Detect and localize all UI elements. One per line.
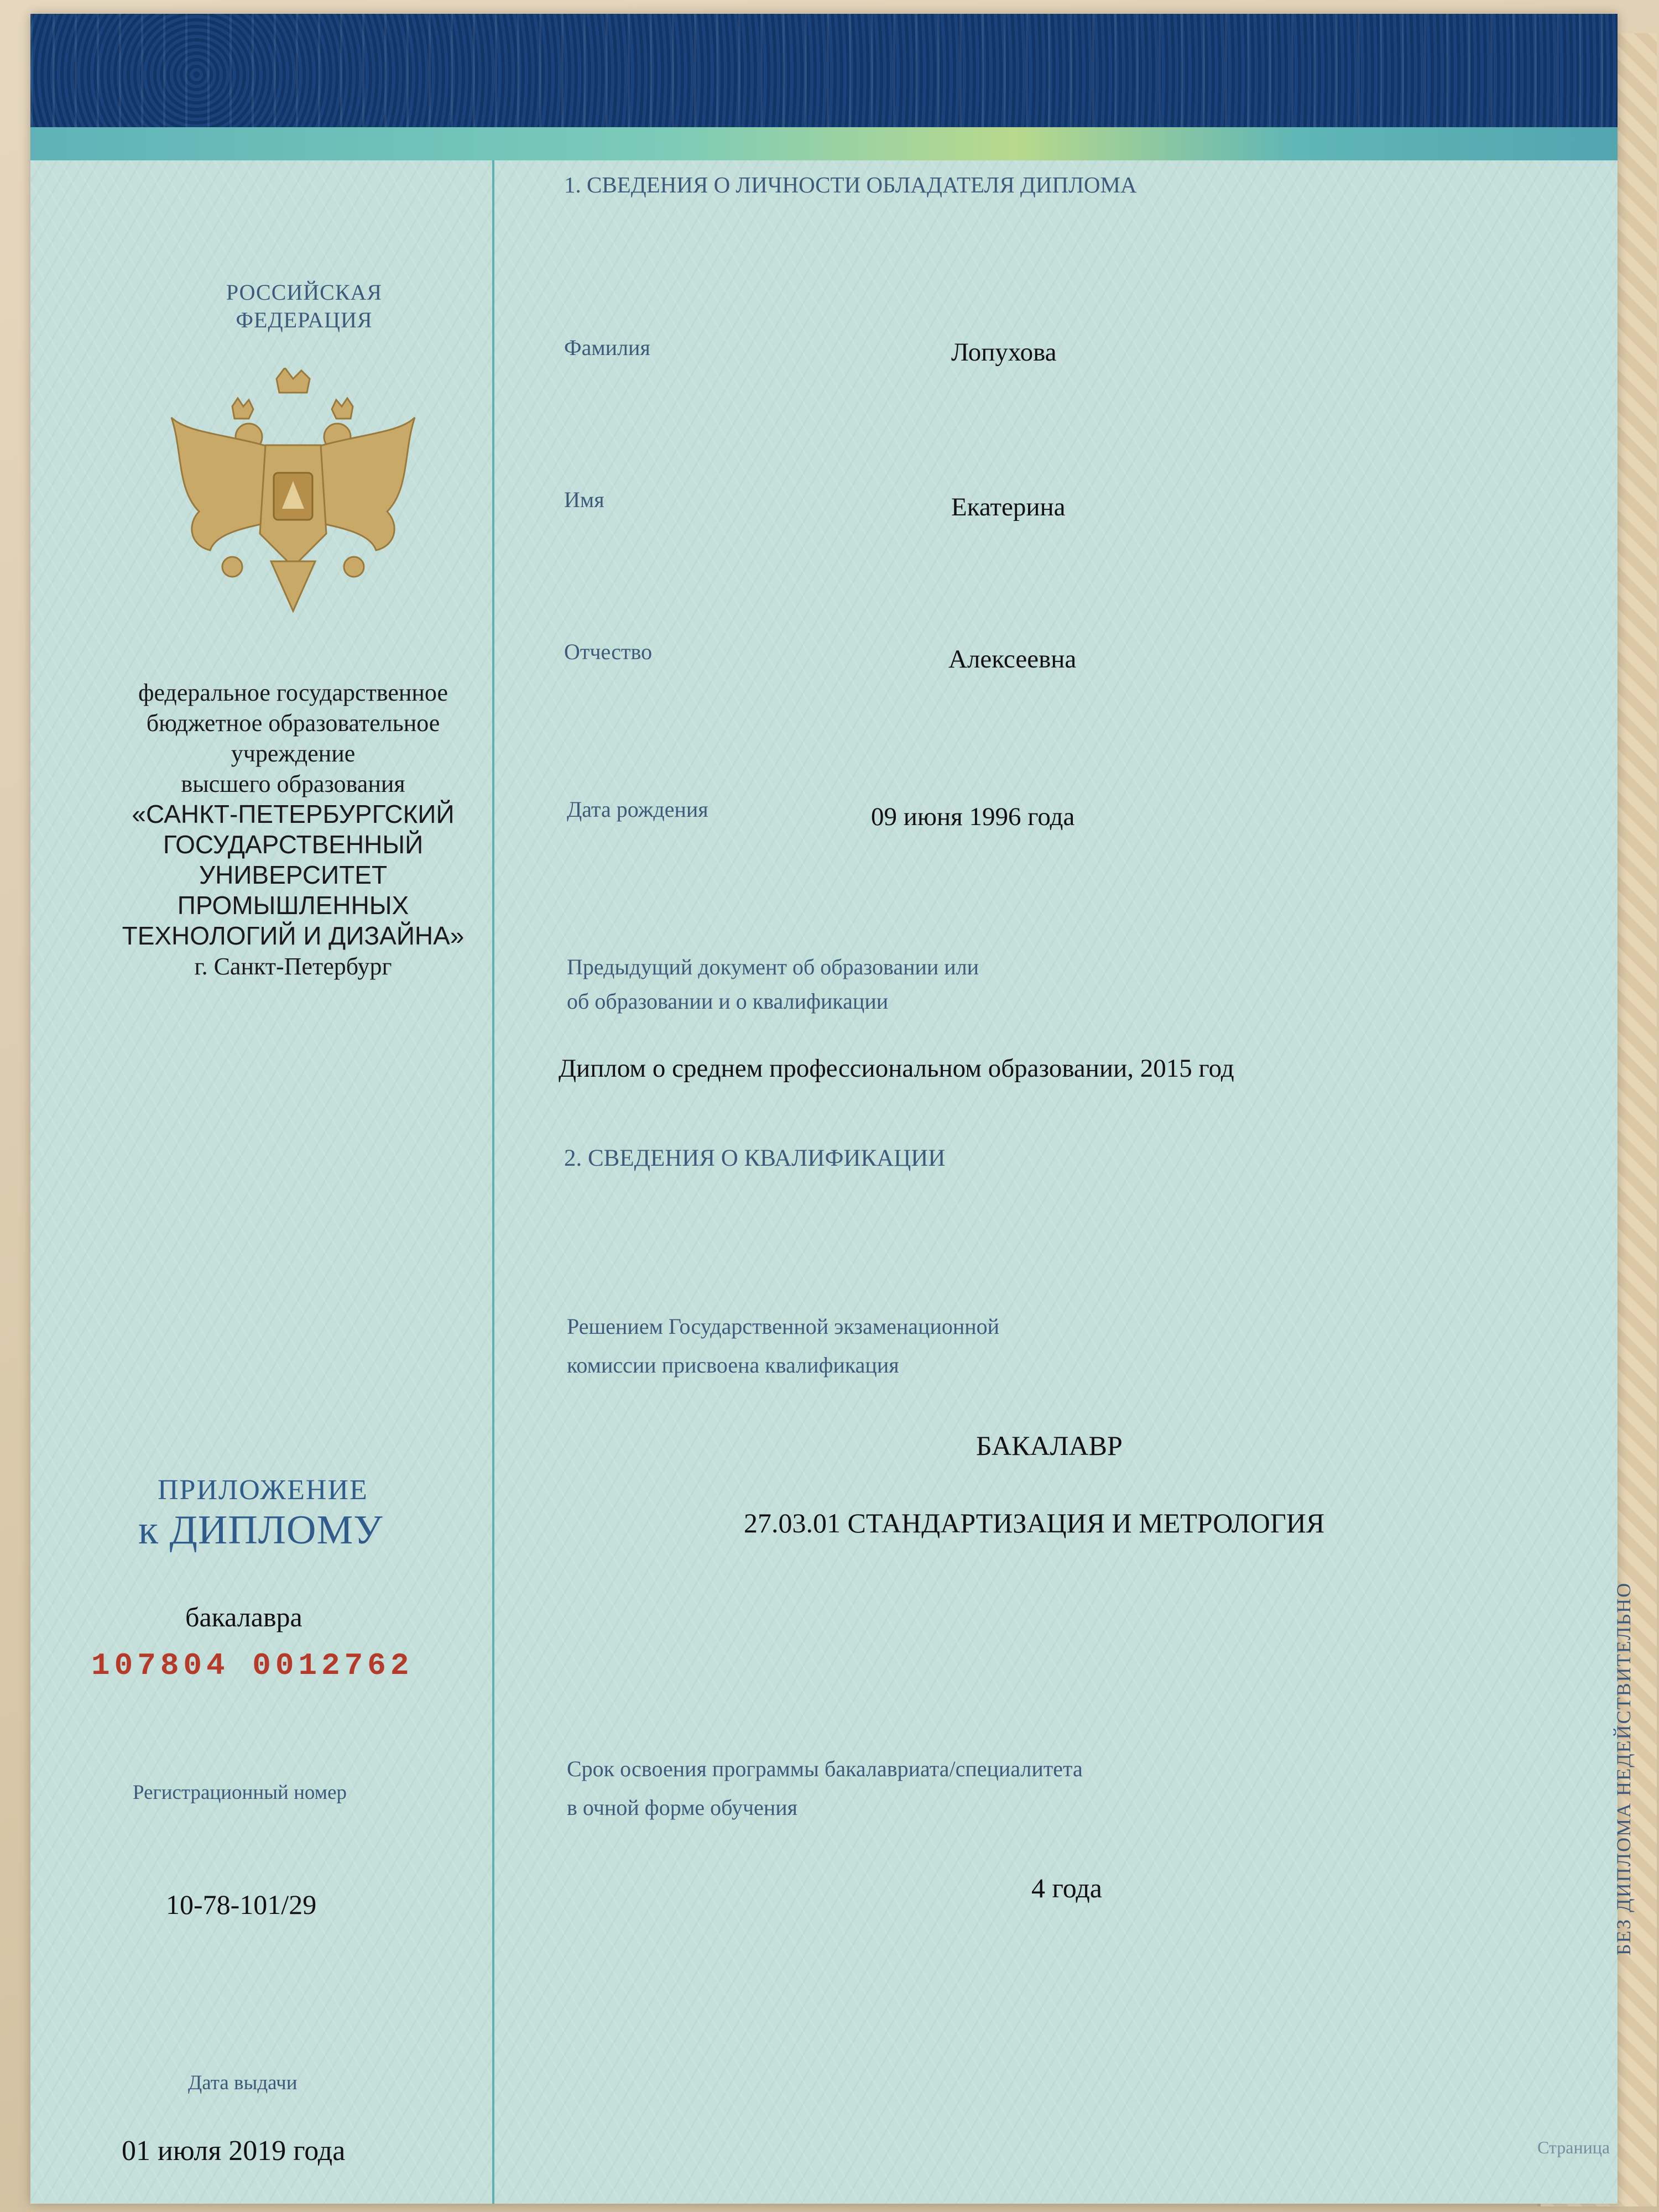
study-term-value: 4 года: [1031, 1872, 1102, 1903]
country-line-1: РОССИЙСКАЯ: [226, 280, 383, 305]
name-label: Имя: [564, 487, 604, 512]
organization-block: [83, 677, 503, 982]
org-line: бюджетное образовательное: [146, 709, 440, 737]
patronymic-value: Алексеевна: [948, 645, 1077, 674]
org-line: высшего образования: [181, 770, 405, 797]
org-city: г. Санкт-Петербург: [194, 953, 392, 980]
university-name-line: ПРОМЫШЛЕННЫХ: [177, 891, 409, 920]
org-line: федеральное государственное: [138, 679, 448, 706]
surname-value: Лопухова: [951, 338, 1057, 367]
surname-label: Фамилия: [564, 335, 650, 360]
name-value: Екатерина: [951, 493, 1066, 521]
validity-note: БЕЗ ДИПЛОМА НЕДЕЙСТВИТЕЛЬНО: [1613, 1582, 1635, 1955]
university-name-line: ТЕХНОЛОГИЙ И ДИЗАЙНА»: [122, 921, 465, 950]
coat-of-arms-icon: [166, 368, 420, 617]
section-1-title: 1. СВЕДЕНИЯ О ЛИЧНОСТИ ОБЛАДАТЕЛЯ ДИПЛОМА: [564, 172, 1137, 197]
university-name-line: «САНКТ-ПЕТЕРБУРГСКИЙ: [132, 800, 455, 828]
registration-number-label: Регистрационный номер: [133, 1781, 347, 1804]
commission-decision-label: комиссии присвоена квалификация: [567, 1353, 899, 1378]
study-term-label: Срок освоения программы бакалавриата/специалитета: [567, 1756, 1083, 1781]
birth-date-value: 09 июня 1996 года: [871, 802, 1075, 831]
diploma-appendix-sheet: [30, 14, 1618, 2204]
issue-date: 01 июля 2019 года: [122, 2135, 346, 2167]
qualification-value: БАКАЛАВР: [976, 1430, 1123, 1461]
patronymic-label: Отчество: [564, 639, 653, 664]
commission-decision-label: Решением Государственной экзаменационной: [567, 1314, 1000, 1339]
section-2-title: 2. СВЕДЕНИЯ О КВАЛИФИКАЦИИ: [564, 1145, 946, 1171]
previous-document-label: Предыдущий документ об образовании или: [567, 954, 979, 979]
birth-date-label: Дата рождения: [567, 797, 708, 822]
color-stripe: [30, 127, 1618, 160]
degree-label: бакалавра: [185, 1601, 302, 1632]
university-name-line: ГОСУДАРСТВЕННЫЙ: [163, 830, 424, 859]
column-divider: [492, 160, 494, 2204]
previous-document-label: об образовании и о квалификации: [567, 989, 889, 1014]
study-term-label: в очной форме обучения: [567, 1795, 798, 1820]
appendix-title: ПРИЛОЖЕНИЕ: [158, 1474, 368, 1506]
specialty-value: 27.03.01 СТАНДАРТИЗАЦИЯ И МЕТРОЛОГИЯ: [744, 1507, 1325, 1538]
country-line-2: ФЕДЕРАЦИЯ: [236, 307, 373, 332]
registration-number: 10-78-101/29: [166, 1889, 317, 1920]
org-line: учреждение: [231, 740, 356, 767]
appendix-subtitle: к ДИПЛОМУ: [138, 1507, 383, 1553]
serial-number: 107804 0012762: [91, 1648, 414, 1683]
page-label: Страница: [1537, 2137, 1610, 2157]
previous-document-value: Диплом о среднем профессиональном образовании, 2015 год: [559, 1054, 1234, 1083]
issue-date-label: Дата выдачи: [188, 2072, 298, 2094]
university-name-line: УНИВЕРСИТЕТ: [199, 860, 388, 889]
